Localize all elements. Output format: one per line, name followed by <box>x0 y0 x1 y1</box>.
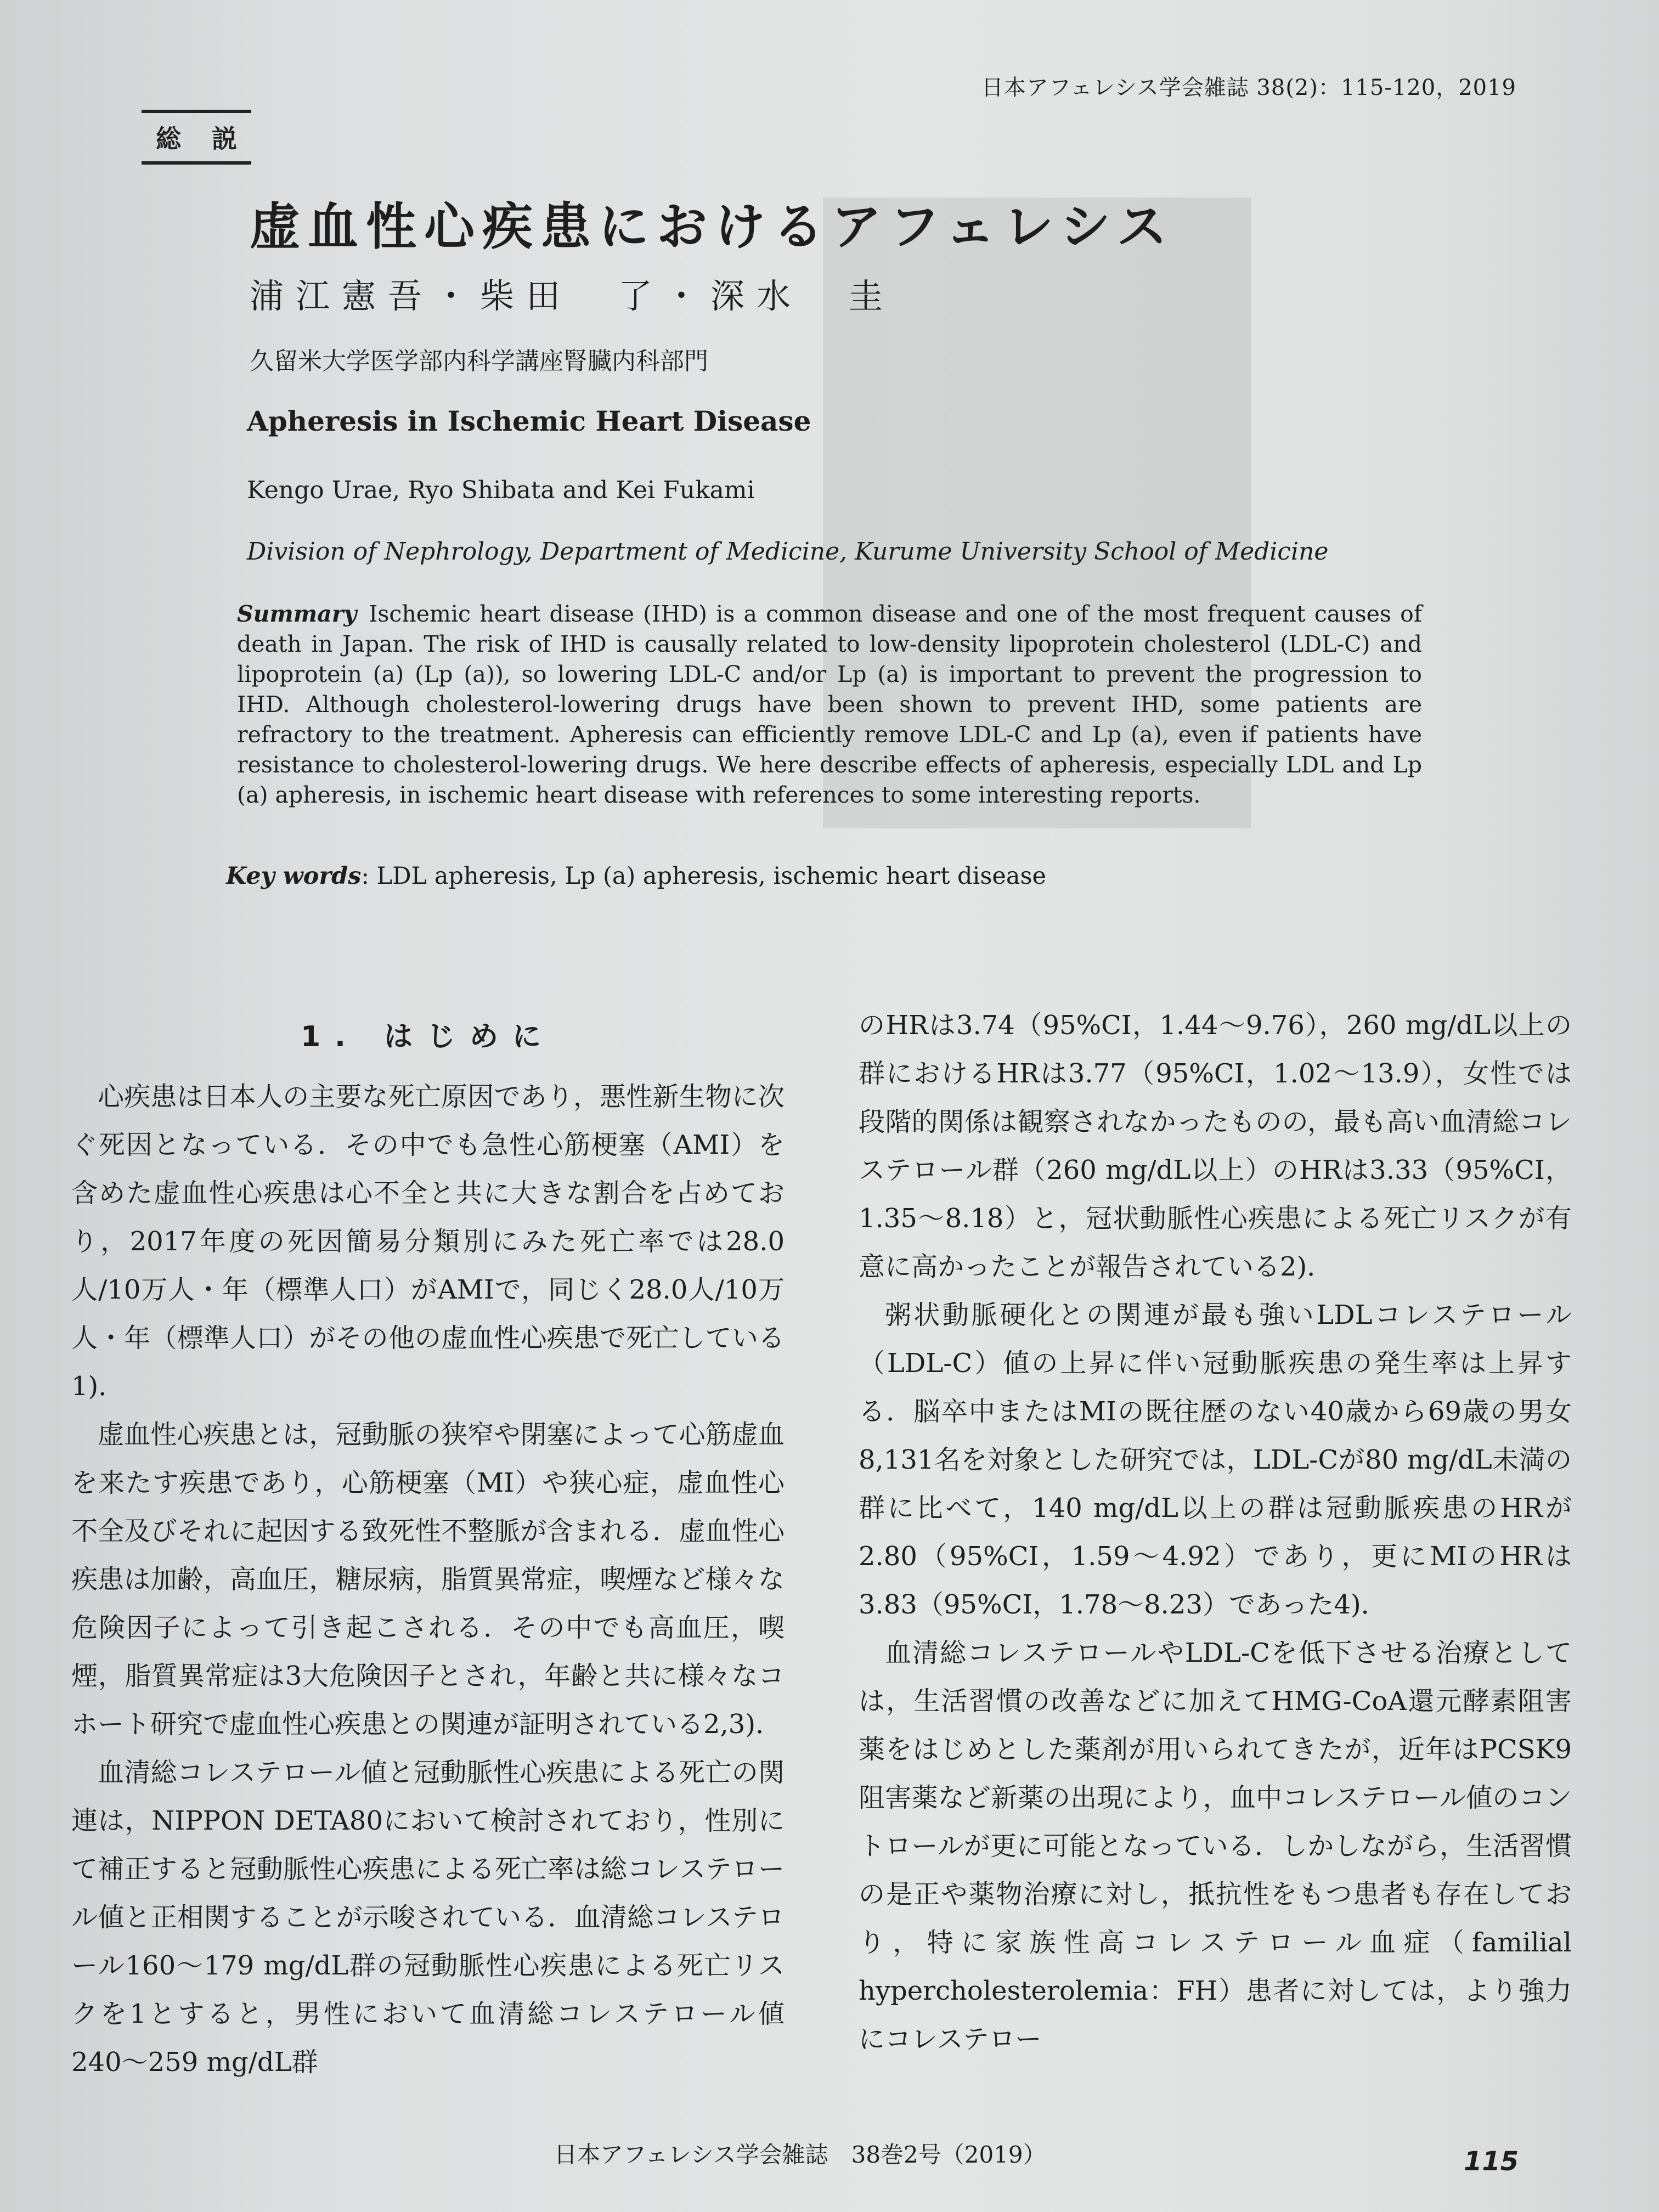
body-column-left <box>71 1001 785 2086</box>
paragraph: 心疾患は日本人の主要な死亡原因であり，悪性新生物に次ぐ死因となっている．その中でも急性心筋梗塞（AMI）を含めた虚血性心疾患は心不全と共に大きな割合を占めており，2017年度の死因簡易分類別にみた死亡率では28.0人/10万人・年（標準人口）がAMIで，同じく28.0人/10万人・年（標準人口）がその他の虚血性心疾患で死亡している1)． <box>71 1081 785 1402</box>
paragraph: 血清総コレステロールやLDL-Cを低下させる治療としては，生活習慣の改善などに加えてHMG-CoA還元酵素阻害薬をはじめとした薬剤が用いられてきたが，近年はPCSK9阻害薬など新薬の出現により，血中コレステロール値のコントロールが更に可能となっている．しかしながら，生活習慣の是正や薬物治療に対し，抵抗性をもつ患者も存在しており，特に家族性高コレステロール血症（familial hypercholesterolemia：FH）患者に対しては，より強力にコレステロー <box>859 1638 1572 2055</box>
summary-block <box>237 599 1422 810</box>
article-title-en: Apheresis in Ischemic Heart Disease <box>247 405 811 437</box>
article-category-label: 総説 <box>156 124 268 154</box>
affiliation-jp: 久留米大学医学部内科学講座腎臓内科部門 <box>250 347 708 375</box>
paragraph: 粥状動脈硬化との関連が最も強いLDLコレステロール（LDL-C）値の上昇に伴い冠動脈疾患の発生率は上昇する．脳卒中またはMIの既往歴のない40歳から69歳の男女8,131名を対象とした研究では，LDL-Cが80 mg/dL未満の群に比べて，140 mg/dL以上の群は冠動脈疾患のHRが2.80（95%CI，1.59〜4.92）であり，更にMIのHRは3.83（95%CI，1.78〜8.23）であった4)． <box>859 1300 1572 1620</box>
keywords-label: Key words <box>226 862 362 890</box>
footer-journal-issue: 日本アフェレシス学会雑誌 38巻2号（2019） <box>554 2141 1046 2168</box>
keywords-block <box>226 862 1046 890</box>
affiliation-en: Division of Nephrology, Department of Medicine, Kurume University School of Medicine <box>247 538 1329 566</box>
page-number: 115 <box>1464 2146 1519 2177</box>
summary-label: Summary <box>237 601 357 627</box>
keywords-text: : LDL apheresis, Lp (a) apheresis, ischemic heart disease <box>361 862 1046 890</box>
paragraph: 血清総コレステロール値と冠動脈性心疾患による死亡の関連は，NIPPON DETA80において検討されており，性別にて補正すると冠動脈性心疾患による死亡率は総コレステロール値と正相関することが示唆されている．血清総コレステロール160〜179 mg/dL群の冠動脈性心疾患による死亡リスクを1とすると，男性において血清総コレステロール値240〜259 mg/dL群 <box>71 1757 785 2078</box>
section-heading: 1. はじめに <box>300 1020 556 1053</box>
body-column-right <box>859 1001 1572 2063</box>
article-category <box>142 110 268 165</box>
journal-citation: 日本アフェレシス学会雑誌 38(2)：115-120，2019 <box>981 75 1516 100</box>
paragraph: 虚血性心疾患とは，冠動脈の狭窄や閉塞によって心筋虚血を来たす疾患であり，心筋梗塞（MI）や狭心症，虚血性心不全及びそれに起因する致死性不整脈が含まれる．虚血性心疾患は加齢，高血圧，糖尿病，脂質異常症，喫煙など様々な危険因子によって引き起こされる．その中でも高血圧，喫煙，脂質異常症は3大危険因子とされ，年齢と共に様々なコホート研究で虚血性心疾患との関連が証明されている2,3)． <box>71 1419 785 1740</box>
authors-jp: 浦江憲吾・柴田 了・深水 圭 <box>250 276 895 316</box>
paragraph: のHRは3.74（95%CI，1.44〜9.76），260 mg/dL以上の群におけるHRは3.77（95%CI，1.02〜13.9），女性では段階的関係は観察されなかったものの，最も高い血清総コレステロール群（260 mg/dL以上）のHRは3.33（95%CI，1.35〜8.18）と，冠状動脈性心疾患による死亡リスクが有意に高かったことが報告されている2)． <box>859 1010 1572 1282</box>
authors-en: Kengo Urae, Ryo Shibata and Kei Fukami <box>247 476 755 504</box>
article-title-jp: 虚血性心疾患におけるアフェレシス <box>250 198 1175 256</box>
summary-text: Ischemic heart disease (IHD) is a common disease and one of the most frequent causes of death in Japan. The risk of IHD is causally related to low-density lipoprotein cholesterol (LDL-C) and lipoprotein (a) (Lp (a)), so lowering LDL-C and/or Lp (a) is important to prevent the progression to IHD. Although cholesterol-lowering drugs have been shown to prevent IHD, some patients are refractory to the treatment. Apheresis can efficiently remove LDL-C and Lp (a), even if patients have resistance to cholesterol-lowering drugs. We here describe effects of apheresis, especially LDL and Lp (a) apheresis, in ischemic heart disease with references to some interesting reports. <box>237 601 1422 808</box>
